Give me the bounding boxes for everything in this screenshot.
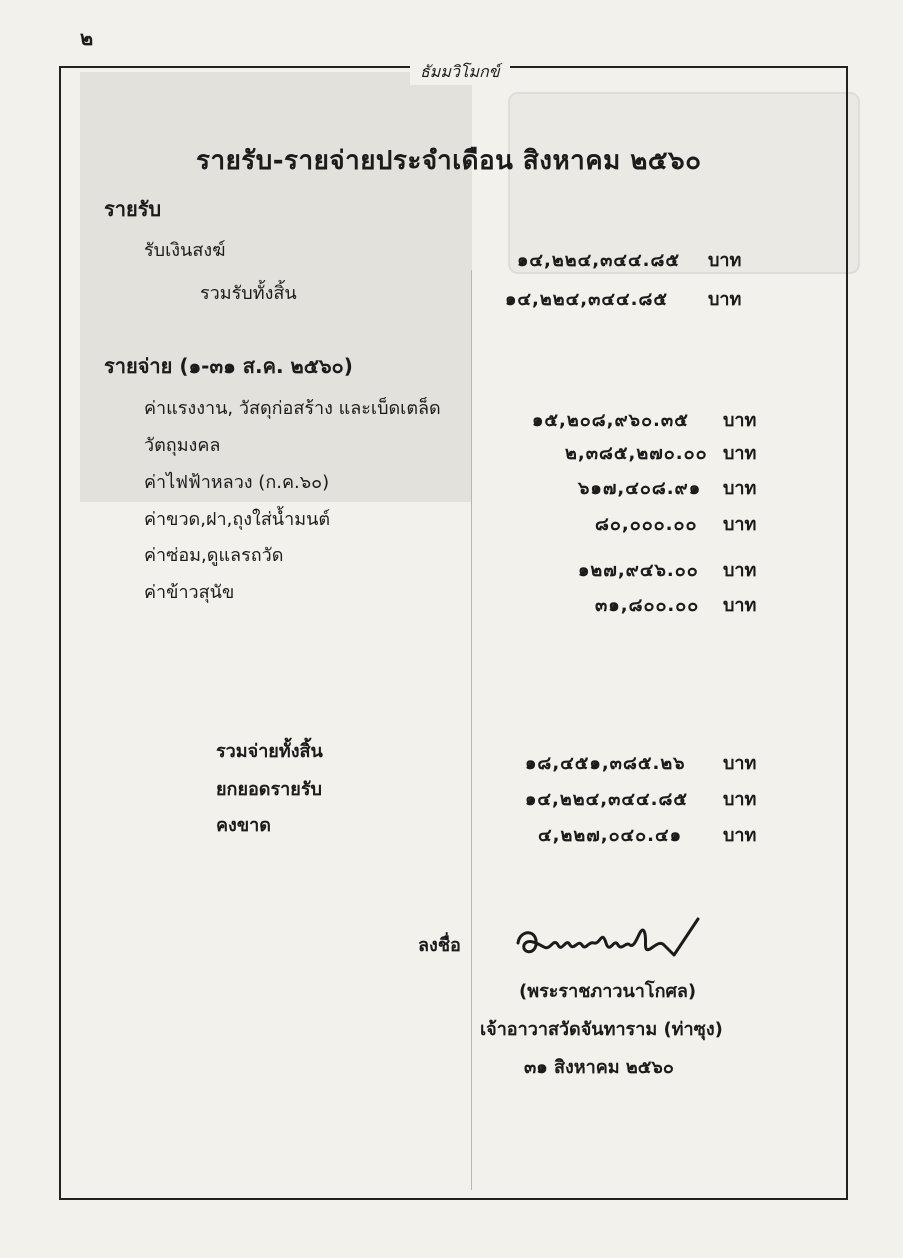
expense-item-unit: บาท — [723, 560, 757, 581]
expense-item-unit: บาท — [723, 443, 757, 464]
expense-item-label: ค่าแรงงาน, วัสดุก่อสร้าง และเบ็ดเตล็ด — [144, 398, 441, 419]
summary-amount: ๔,๒๒๗,๐๔๐.๔๑ — [538, 825, 683, 846]
summary-amount: ๑๘,๔๕๑,๓๘๕.๒๖ — [525, 753, 686, 774]
expense-item-unit: บาท — [723, 514, 757, 535]
income-item-unit: บาท — [708, 250, 742, 271]
signature-image — [514, 915, 714, 965]
summary-label: รวมจ่ายทั้งสิ้น — [216, 741, 323, 762]
summary-unit: บาท — [723, 753, 757, 774]
signer-name: (พระราชภาวนาโกศล) — [519, 981, 697, 1002]
income-total-unit: บาท — [708, 289, 742, 310]
expense-item-label: ค่าขวด,ฝา,ถุงใส่น้ำมนต์ — [144, 509, 331, 530]
expense-item-amount: ๑๕,๒๐๘,๙๖๐.๓๕ — [532, 410, 689, 431]
expense-item-label: ค่าซ่อม,ดูแลรถวัด — [144, 545, 284, 566]
expense-item-unit: บาท — [723, 595, 757, 616]
expense-item-label: วัตถุมงคล — [144, 435, 221, 456]
expense-item-unit: บาท — [723, 478, 757, 499]
summary-amount: ๑๔,๒๒๔,๓๔๔.๘๕ — [525, 789, 688, 810]
sign-date: ๓๑ สิงหาคม ๒๕๖๐ — [524, 1057, 674, 1078]
income-total-amount: ๑๔,๒๒๔,๓๔๔.๘๕ — [505, 289, 668, 310]
page-number: ๒ — [80, 26, 94, 50]
expense-item-amount: ๒,๓๘๕,๒๗๐.๐๐ — [565, 443, 708, 464]
income-item-amount: ๑๔,๒๒๔,๓๔๔.๘๕ — [517, 250, 680, 271]
income-item-label: รับเงินสงฆ์ — [144, 240, 226, 261]
expense-item-unit: บาท — [723, 410, 757, 431]
income-heading: รายรับ — [104, 197, 162, 221]
expense-heading: รายจ่าย (๑-๓๑ ส.ค. ๒๕๖๐) — [104, 354, 353, 378]
column-divider — [471, 270, 472, 1190]
summary-unit: บาท — [723, 825, 757, 846]
masthead-title: ธัมมวิโมกข์ — [410, 60, 510, 85]
summary-unit: บาท — [723, 789, 757, 810]
expense-item-amount: ๑๒๗,๙๔๖.๐๐ — [578, 560, 699, 581]
expense-item-amount: ๓๑,๘๐๐.๐๐ — [595, 595, 700, 616]
signer-position: เจ้าอาวาสวัดจันทาราม (ท่าซุง) — [480, 1019, 723, 1040]
summary-label: คงขาด — [216, 815, 271, 836]
expense-item-label: ค่าไฟฟ้าหลวง (ก.ค.๖๐) — [144, 472, 330, 493]
expense-item-amount: ๘๐,๐๐๐.๐๐ — [595, 514, 698, 535]
income-total-label: รวมรับทั้งสิ้น — [200, 283, 297, 304]
summary-label: ยกยอดรายรับ — [216, 779, 322, 800]
expense-item-label: ค่าข้าวสุนัข — [144, 582, 235, 603]
sign-label: ลงชื่อ — [418, 935, 461, 956]
expense-item-amount: ๖๑๗,๔๐๘.๙๑ — [578, 478, 702, 499]
report-title: รายรับ-รายจ่ายประจำเดือน สิงหาคม ๒๕๖๐ — [196, 146, 702, 176]
